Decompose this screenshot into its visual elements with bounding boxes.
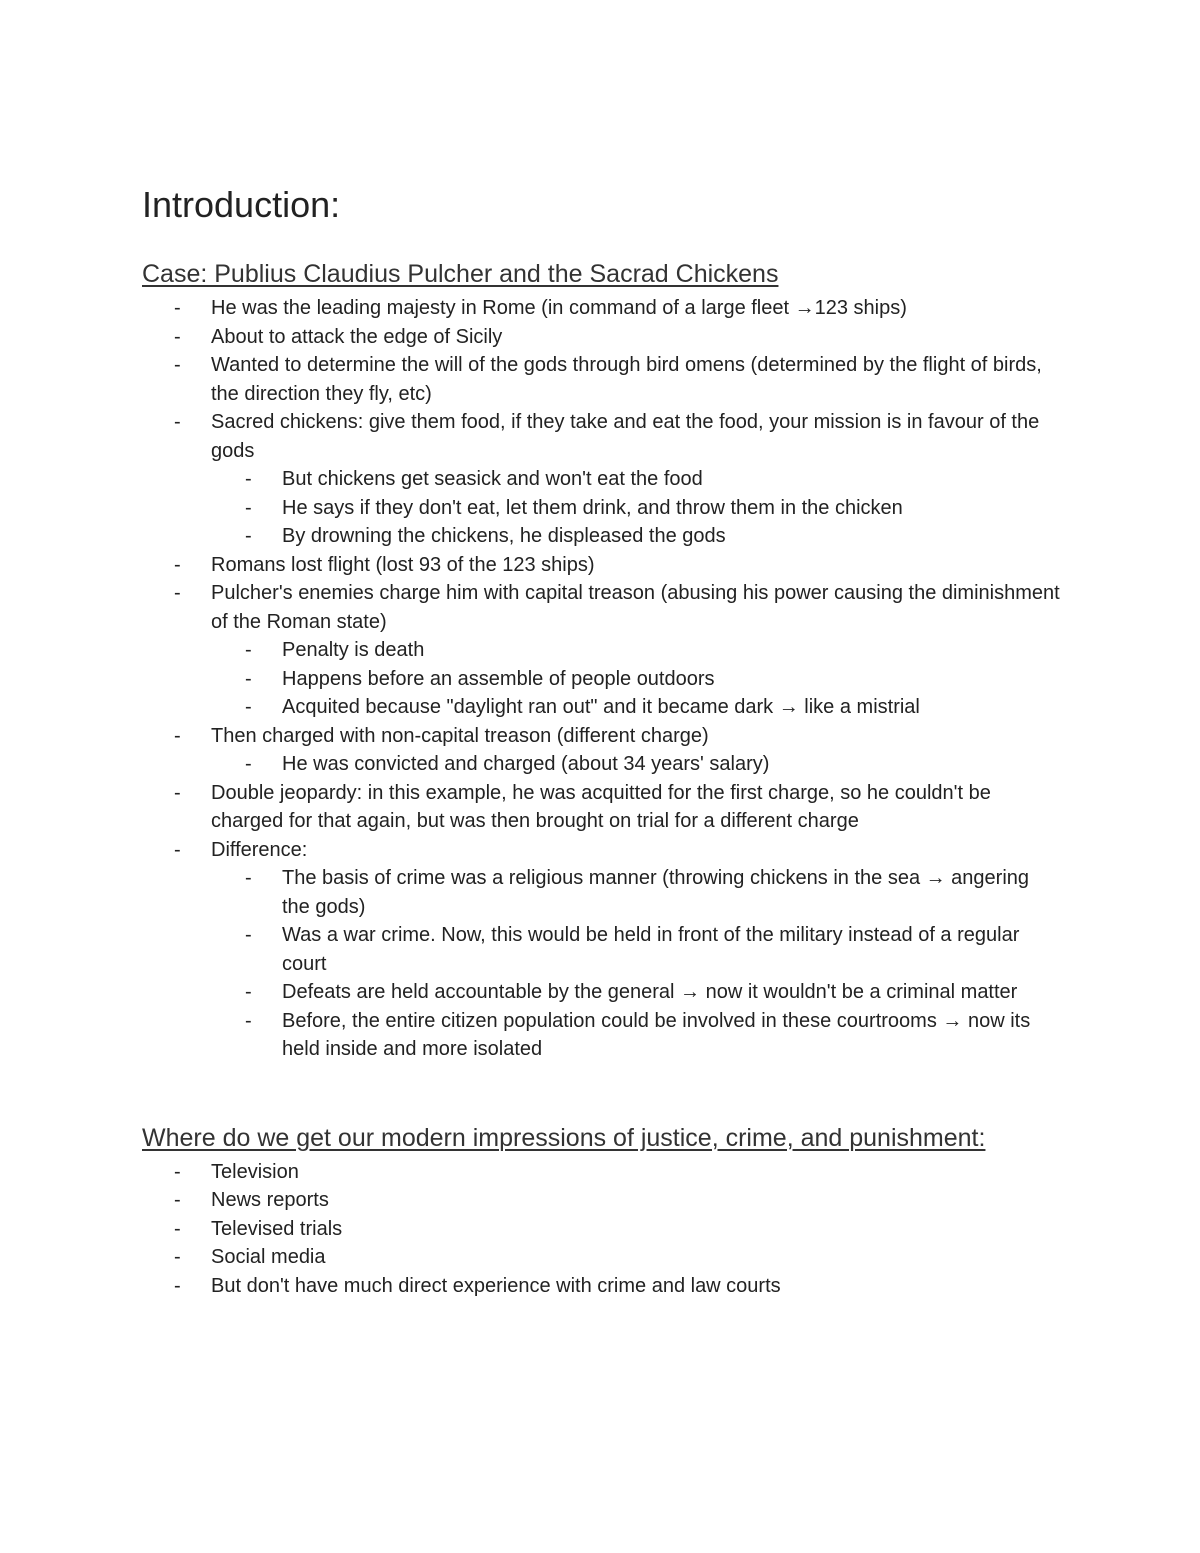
list-item bbox=[142, 750, 1062, 779]
document-body bbox=[142, 182, 1062, 1300]
list-item bbox=[142, 1272, 1062, 1301]
list-item bbox=[142, 1007, 1062, 1064]
list-level-1 bbox=[142, 722, 1062, 751]
bullet-dash: - bbox=[245, 696, 252, 718]
list-item-text: Difference: bbox=[211, 838, 308, 861]
list-level-1 bbox=[142, 294, 1062, 323]
bullet-dash: - bbox=[174, 411, 181, 433]
list-item bbox=[142, 693, 1062, 722]
list-item-text: Sacred chickens: give them food, if they take and eat the food, your mission is in favour of the gods bbox=[211, 411, 1040, 462]
bullet-dash: - bbox=[245, 496, 252, 519]
list-item bbox=[142, 665, 1062, 694]
list-level-2 bbox=[142, 494, 1062, 523]
list-level-1 bbox=[142, 323, 1062, 352]
list-level-1 bbox=[142, 836, 1062, 865]
list-level-2 bbox=[142, 522, 1062, 551]
list-item-text: Double jeopardy: in this example, he was acquitted for the first charge, so he couldn't be charged for that again, but was then brought on trial for a different charge bbox=[211, 781, 991, 832]
list-item bbox=[142, 864, 1062, 921]
list-item-text: Acquited because "daylight ran out" and it became dark → like a mistrial bbox=[282, 696, 920, 718]
bullet-dash: - bbox=[174, 1217, 181, 1240]
list-item bbox=[142, 1243, 1062, 1272]
list-item bbox=[142, 494, 1062, 523]
list-item-text: Wanted to determine the will of the gods through bird omens (determined by the flight of birds, the direction they fly, etc) bbox=[211, 354, 1042, 405]
list-level-2 bbox=[142, 693, 1062, 722]
list-item-text: Then charged with non-capital treason (different charge) bbox=[211, 724, 709, 747]
list-item bbox=[142, 722, 1062, 751]
list-level-2 bbox=[142, 978, 1062, 1007]
bullet-dash: - bbox=[245, 667, 252, 690]
list-level-1 bbox=[142, 1158, 1062, 1187]
list-item-text: Social media bbox=[211, 1246, 326, 1268]
list-item bbox=[142, 351, 1062, 408]
list-item-text: He was convicted and charged (about 34 years' salary) bbox=[282, 753, 770, 775]
list-level-2 bbox=[142, 864, 1062, 921]
bullet-dash: - bbox=[245, 981, 252, 1003]
list-item bbox=[142, 551, 1062, 580]
list-item bbox=[142, 1158, 1062, 1187]
list-item bbox=[142, 636, 1062, 665]
list-item-text: But don't have much direct experience with crime and law courts bbox=[211, 1274, 781, 1297]
list-item-text: Television bbox=[211, 1160, 299, 1183]
section-case bbox=[142, 256, 1062, 1064]
list-item-text: Pulcher's enemies charge him with capital treason (abusing his power causing the diminishment of the Roman state) bbox=[211, 582, 1060, 633]
list-level-1 bbox=[142, 351, 1062, 408]
list-item bbox=[142, 579, 1062, 636]
list-item-text: Happens before an assemble of people outdoors bbox=[282, 667, 715, 690]
list-level-1 bbox=[142, 551, 1062, 580]
list-item-text: Penalty is death bbox=[282, 639, 425, 661]
list-item bbox=[142, 323, 1062, 352]
bullet-dash: - bbox=[174, 1189, 181, 1211]
list-level-1 bbox=[142, 1243, 1062, 1272]
list-item-text: About to attack the edge of Sicily bbox=[211, 325, 503, 348]
bullet-dash: - bbox=[174, 553, 181, 576]
bullet-dash: - bbox=[174, 582, 181, 604]
list-level-2 bbox=[142, 921, 1062, 978]
bullet-dash: - bbox=[245, 753, 252, 775]
list-item bbox=[142, 465, 1062, 494]
list-item bbox=[142, 522, 1062, 551]
list-item-text: Televised trials bbox=[211, 1217, 343, 1240]
list-item-text: Before, the entire citizen population could be involved in these courtrooms → now its held inside and more isolated bbox=[282, 1009, 1031, 1060]
list-item-text: By drowning the chickens, he displeased the gods bbox=[282, 525, 726, 547]
bullet-dash: - bbox=[174, 838, 181, 861]
bullet-list bbox=[142, 294, 1062, 1064]
bullet-dash: - bbox=[245, 867, 252, 889]
list-item-text: But chickens get seasick and won't eat the food bbox=[282, 468, 703, 490]
bullet-dash: - bbox=[245, 468, 252, 490]
list-item bbox=[142, 1215, 1062, 1244]
bullet-dash: - bbox=[245, 639, 252, 661]
bullet-dash: - bbox=[245, 1009, 252, 1032]
list-item bbox=[142, 1186, 1062, 1215]
list-item-text: Defeats are held accountable by the general → now it wouldn't be a criminal matter bbox=[282, 981, 1018, 1003]
list-level-2 bbox=[142, 1007, 1062, 1064]
list-level-1 bbox=[142, 1272, 1062, 1301]
list-item bbox=[142, 921, 1062, 978]
list-item-text: News reports bbox=[211, 1189, 329, 1211]
section-modern-impressions bbox=[142, 1120, 1062, 1301]
list-item bbox=[142, 836, 1062, 865]
bullet-dash: - bbox=[245, 525, 252, 547]
list-level-1 bbox=[142, 1186, 1062, 1215]
bullet-dash: - bbox=[174, 354, 181, 376]
list-item-text: Was a war crime. Now, this would be held in front of the military instead of a regular court bbox=[282, 924, 1020, 975]
bullet-list bbox=[142, 1158, 1062, 1301]
page-title: Introduction: bbox=[142, 184, 341, 225]
list-item bbox=[142, 779, 1062, 836]
list-level-2 bbox=[142, 636, 1062, 665]
bullet-dash: - bbox=[174, 325, 181, 348]
bullet-dash: - bbox=[174, 1160, 181, 1183]
bullet-dash: - bbox=[174, 1274, 181, 1297]
list-item bbox=[142, 408, 1062, 465]
list-item-text: Romans lost flight (lost 93 of the 123 ships) bbox=[211, 553, 595, 576]
section-heading: Where do we get our modern impressions of justice, crime, and punishment: bbox=[142, 1123, 986, 1152]
bullet-dash: - bbox=[174, 297, 181, 319]
list-level-2 bbox=[142, 465, 1062, 494]
bullet-dash: - bbox=[174, 724, 181, 747]
list-level-2 bbox=[142, 665, 1062, 694]
list-level-1 bbox=[142, 408, 1062, 465]
bullet-dash: - bbox=[174, 1246, 181, 1268]
list-item-text: He was the leading majesty in Rome (in command of a large fleet →123 ships) bbox=[211, 297, 907, 319]
bullet-dash: - bbox=[174, 781, 181, 804]
list-item bbox=[142, 294, 1062, 323]
list-level-1 bbox=[142, 1215, 1062, 1244]
list-item-text: The basis of crime was a religious manner (throwing chickens in the sea → angering the gods) bbox=[282, 867, 1030, 918]
section-heading: Case: Publius Claudius Pulcher and the Sacrad Chickens bbox=[142, 260, 779, 288]
bullet-dash: - bbox=[245, 924, 252, 946]
list-item bbox=[142, 978, 1062, 1007]
list-level-1 bbox=[142, 779, 1062, 836]
list-level-2 bbox=[142, 750, 1062, 779]
list-level-1 bbox=[142, 579, 1062, 636]
list-item-text: He says if they don't eat, let them drink, and throw them in the chicken bbox=[282, 496, 903, 519]
